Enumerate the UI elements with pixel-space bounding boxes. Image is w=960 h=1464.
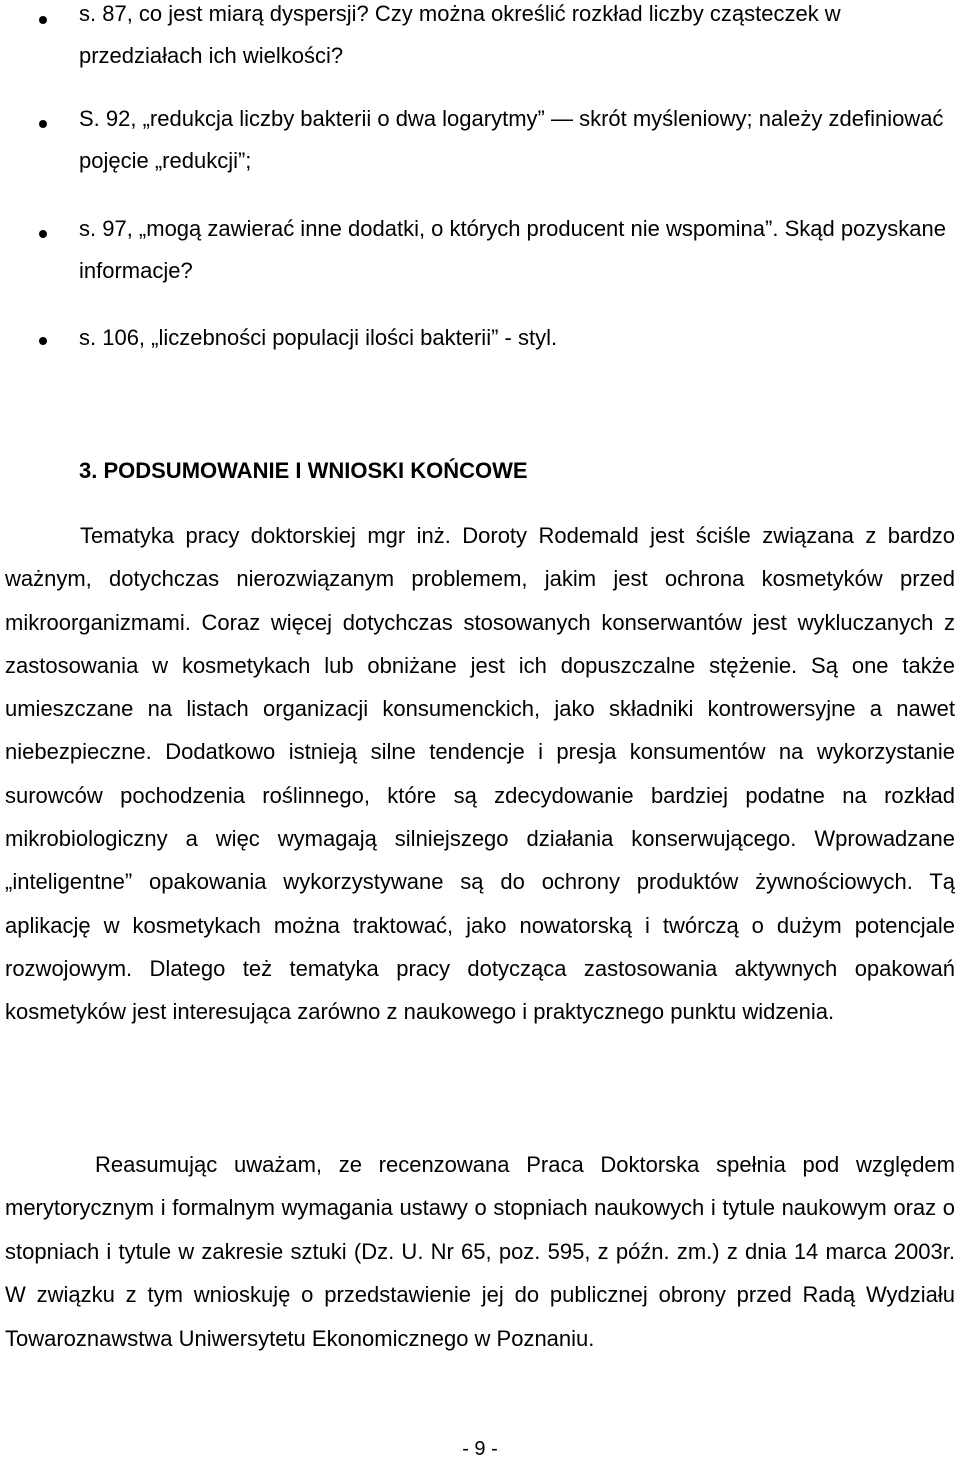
- list-item-text: s. 97, „mogą zawierać inne dodatki, o których producent nie wspomina”. Skąd pozyskane informacje?: [79, 216, 947, 283]
- list-item-text: s. 87, co jest miarą dyspersji? Czy można określić rozkład liczby cząsteczek w przedziałach ich wielkości?: [79, 1, 841, 68]
- page-number: - 9 -: [462, 1438, 498, 1460]
- bullet-icon: [39, 230, 47, 238]
- bullet-icon: [39, 16, 47, 24]
- list-item-text: S. 92, „redukcja liczby bakterii o dwa logarytmy” — skrót myśleniowy; należy zdefiniować pojęcie „redukcji”;: [79, 106, 944, 173]
- section-heading: 3. PODSUMOWANIE I WNIOSKI KOŃCOWE: [79, 458, 528, 483]
- summary-paragraph: Tematyka pracy doktorskiej mgr inż. Doroty Rodemald jest ściśle związana z bardzo ważnym, dotychczas nierozwiązanym problemem, jakim jest ochrona kosmetyków przed mikroorganizmami. Coraz więcej dotychczas stosowanych konserwantów jest wykluczanych z zastosowania w kosmetykach lub obniżane jest ich dopuszczalne stężenie. Są one także umieszczane na listach organizacji konsumenckich, jako składniki kontrowersyjne a nawet niebezpieczne. Dodatkowo istnieją silne tendencje i presja konsumentów na wykorzystanie surowców pochodzenia roślinnego, które są zdecydowanie bardziej podatne na rozkład mikrobiologiczny a więc wymagają silniejszego działania konserwującego. Wprowadzane „inteligentne” opakowania wykorzystywane są do ochrony produktów żywnościowych. Tą aplikację w kosmetykach można traktować, jako nowatorską i twórczą o dużym potencjale rozwojowym. Dlatego też tematyka pracy dotycząca zastosowania aktywnych opakowań kosmetyków jest interesująca zarówno z naukowego i praktycznego punktu widzenia.: [5, 523, 955, 1025]
- conclusion-paragraph: Reasumując uważam, ze recenzowana Praca Doktorska spełnia pod względem merytorycznym i formalnym wymagania ustawy o stopniach naukowych i tytule naukowym oraz o stopniach i tytule w zakresie sztuki (Dz. U. Nr 65, poz. 595, z późn. zm.) z dnia 14 marca 2003r. W związku z tym wnioskuję o przedstawienie jej do publicznej obrony przed Radą Wydziału Towaroznawstwa Uniwersytetu Ekonomicznego w Poznaniu.: [5, 1152, 955, 1351]
- bullet-icon: [39, 120, 47, 128]
- bullet-icon: [39, 337, 47, 345]
- list-item-text: s. 106, „liczebności populacji ilości bakterii” - styl.: [79, 325, 558, 350]
